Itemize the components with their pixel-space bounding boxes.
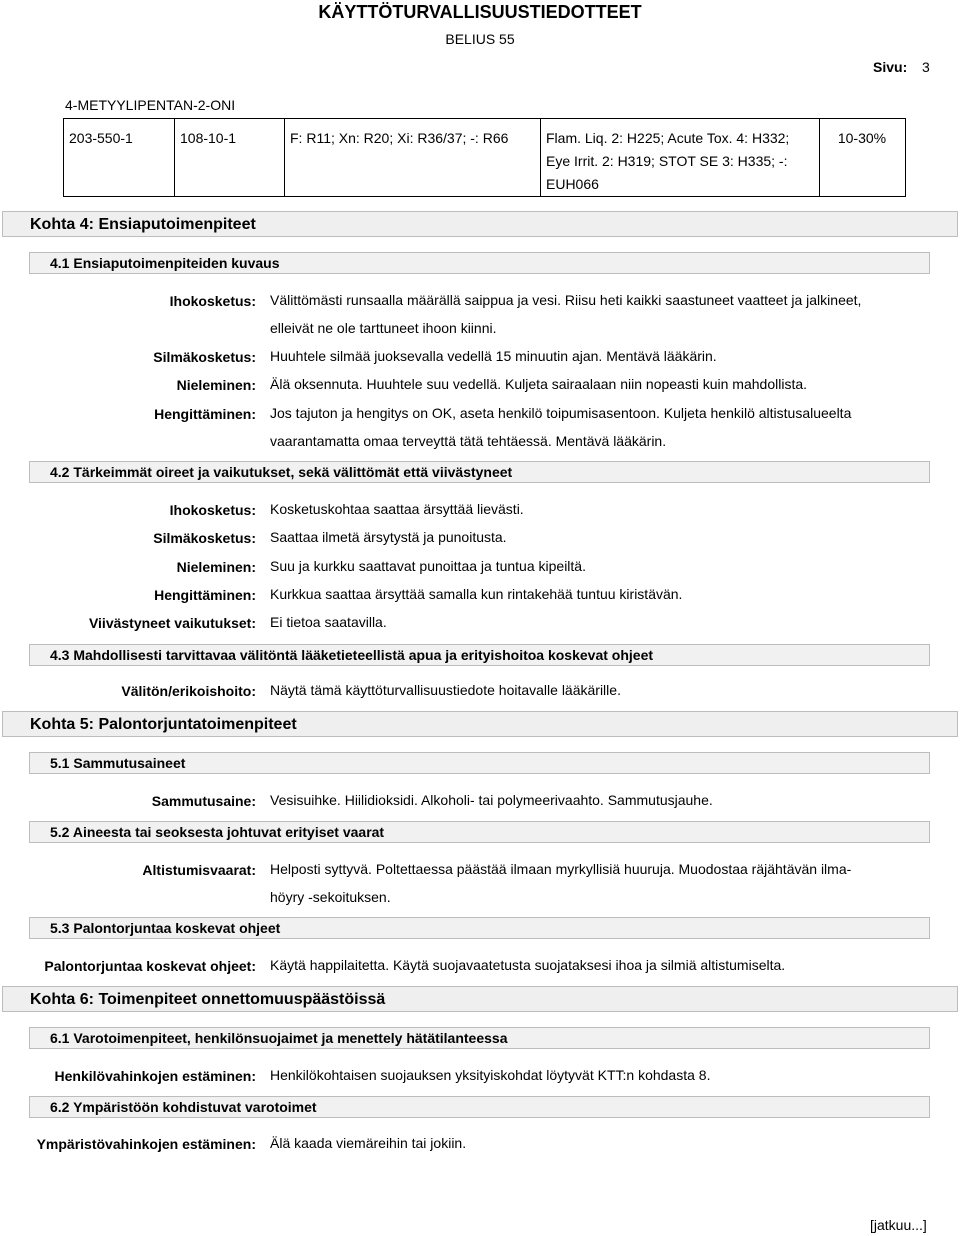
subsection-4-1-heading: 4.1 Ensiaputoimenpiteiden kuvaus: [29, 252, 930, 274]
field-value: Jos tajuton ja hengitys on OK, aseta henkilö toipumisasentoon. Kuljeta henkilö altistusalueelta vaarantamatta omaa terveyttä tätä tehtäessä. Mentävä lääkärin.: [270, 405, 852, 449]
field-value: Huuhtele silmää juoksevalla vedellä 15 minuutin ajan. Mentävä lääkärin.: [270, 348, 717, 364]
field-label: Altistumisvaarat:: [142, 862, 256, 878]
concentration: 10-30%: [820, 119, 906, 197]
field-label: Hengittäminen:: [154, 406, 256, 422]
field-value: Älä oksennuta. Huuhtele suu vedellä. Kuljeta sairaalaan niin nopeasti kuin mahdollista.: [270, 376, 808, 392]
table-row: [64, 119, 906, 197]
field-value: Henkilökohtaisen suojauksen yksityiskohdat löytyvät KTT:n kohdasta 8.: [270, 1067, 711, 1083]
section-6-heading: Kohta 6: Toimenpiteet onnettomuuspäästöissä: [2, 986, 958, 1012]
page-number: 3: [922, 59, 930, 75]
subsection-5-3-heading: 5.3 Palontorjuntaa koskevat ohjeet: [29, 917, 930, 939]
subsection-5-2-heading: 5.2 Aineesta tai seoksesta johtuvat erityiset vaarat: [29, 821, 930, 843]
document-title: KÄYTTÖTURVALLISUUSTIEDOTTEET: [318, 2, 642, 22]
field-value: Vesisuihke. Hiilidioksidi. Alkoholi- tai polymeerivaahto. Sammutusjauhe.: [270, 792, 713, 808]
field-value: Käytä happilaitetta. Käytä suojavaatetusta suojataksesi ihoa ja silmiä altistumiselta.: [270, 957, 786, 973]
field-label: Nieleminen:: [176, 377, 256, 393]
field-label: Nieleminen:: [176, 559, 256, 575]
field-value: Kurkkua saattaa ärsyttää samalla kun rintakehää tuntuu kiristävän.: [270, 586, 683, 602]
page-label: Sivu:: [873, 59, 908, 75]
field-label: Viivästyneet vaikutukset:: [88, 615, 256, 631]
section-4-heading: Kohta 4: Ensiaputoimenpiteet: [2, 211, 958, 237]
field-label: Välitön/erikoishoito:: [121, 683, 256, 699]
field-label: Sammutusaine:: [151, 793, 256, 809]
subsection-4-3-heading: 4.3 Mahdollisesti tarvittavaa välitöntä lääketieteellistä apua ja erityishoitoa koskevat ohjeet: [29, 644, 930, 666]
field-label: Silmäkosketus:: [153, 349, 256, 365]
field-value: Älä kaada viemäreihin tai jokiin.: [270, 1135, 467, 1151]
field-value: Suu ja kurkku saattavat punoittaa ja tuntua kipeiltä.: [270, 558, 586, 574]
field-label: Silmäkosketus:: [153, 530, 256, 546]
field-value: Saattaa ilmetä ärsytystä ja punoitusta.: [270, 529, 507, 545]
field-label: Ihokosketus:: [169, 293, 256, 309]
field-value: Kosketuskohtaa saattaa ärsyttää lievästi.: [270, 501, 524, 517]
clp-classification: Flam. Liq. 2: H225; Acute Tox. 4: H332; Eye Irrit. 2: H319; STOT SE 3: H335; -: EUH066: [541, 119, 820, 197]
substance-name: 4-METYYLIPENTAN-2-ONI: [65, 97, 236, 113]
field-label: Hengittäminen:: [154, 587, 256, 603]
subsection-5-1-heading: 5.1 Sammutusaineet: [29, 752, 930, 774]
field-value: Välittömästi runsaalla määrällä saippua ja vesi. Riisu heti kaikki saastuneet vaatteet ja jalkineet, elleivät ne ole tarttuneet ihoon kiinni.: [270, 292, 862, 336]
ec-number: 203-550-1: [64, 119, 175, 197]
continued-note: [jatkuu...]: [870, 1217, 927, 1233]
subsection-6-1-heading: 6.1 Varotoimenpiteet, henkilönsuojaimet ja menettely hätätilanteessa: [29, 1027, 930, 1049]
dsd-classification: F: R11; Xn: R20; Xi: R36/37; -: R66: [285, 119, 541, 197]
composition-table: [63, 118, 906, 197]
field-value: Ei tietoa saatavilla.: [270, 614, 387, 630]
field-value: Näytä tämä käyttöturvallisuustiedote hoitavalle lääkärille.: [270, 682, 621, 698]
subsection-4-2-heading: 4.2 Tärkeimmät oireet ja vaikutukset, sekä välittömät että viivästyneet: [29, 461, 930, 483]
field-label: Henkilövahinkojen estäminen:: [54, 1068, 256, 1084]
field-label: Ihokosketus:: [169, 502, 256, 518]
field-value: Helposti syttyvä. Poltettaessa päästää ilmaan myrkyllisiä huuruja. Muodostaa räjähtävän ilma-höyry -sekoituksen.: [270, 861, 852, 905]
field-label: Palontorjuntaa koskevat ohjeet:: [44, 958, 256, 974]
subsection-6-2-heading: 6.2 Ympäristöön kohdistuvat varotoimet: [29, 1096, 930, 1118]
product-code: BELIUS 55: [445, 31, 515, 47]
field-label: Ympäristövahinkojen estäminen:: [36, 1136, 256, 1152]
cas-number: 108-10-1: [175, 119, 285, 197]
section-5-heading: Kohta 5: Palontorjuntatoimenpiteet: [2, 711, 958, 737]
